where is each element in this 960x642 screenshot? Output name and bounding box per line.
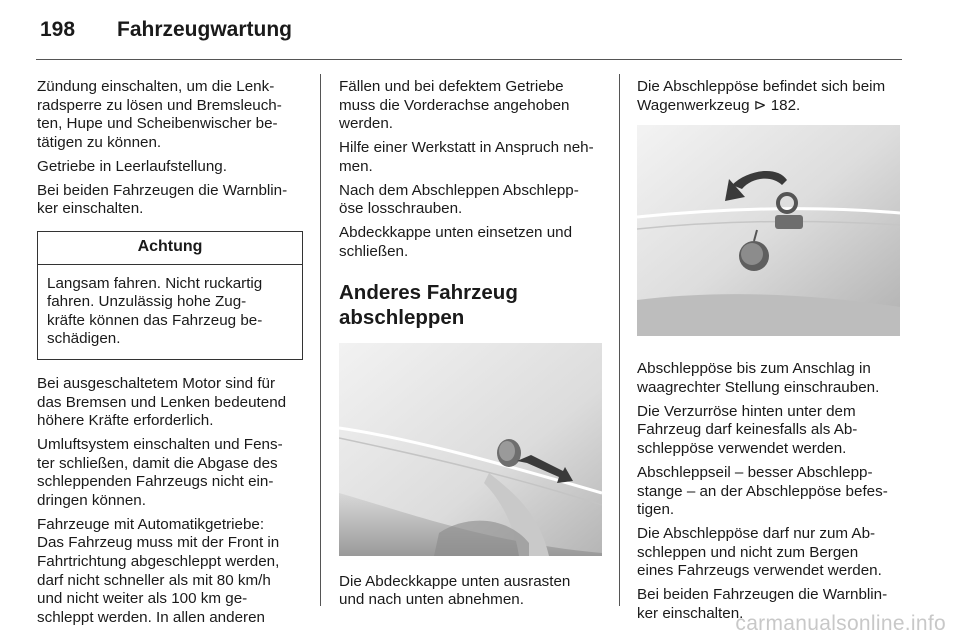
paragraph: Abschleppseil – besser Abschlepp- stange – an der Abschleppöse befes- tigen. [637, 463, 888, 519]
paragraph: Bei beiden Fahrzeugen die Warnblin- ker einschalten. [37, 181, 288, 218]
page-number: 198 [40, 18, 76, 41]
paragraph: Umluftsystem einschalten und Fens- ter schließen, damit die Abgase des schleppenden Fahrzeugs nicht ein- dringen können. [37, 436, 283, 509]
watermark: carmanualsonline.info [735, 612, 946, 635]
paragraph: Zündung einschalten, um die Lenk- radsperre zu lösen und Bremsleuch- ten, Hupe und Scheibenwischer be- tätigen zu können. [37, 78, 282, 151]
paragraph: Fahrzeuge mit Automatikgetriebe: Das Fahrzeug muss mit der Front in Fahrtrichtung abgeschleppt werden, darf nicht schneller als mit 80 km/h und nicht weiter als 100 km ge- schleppt werden. In allen anderen [37, 515, 280, 626]
paragraph: Bei ausgeschaltetem Motor sind für das Bremsen und Lenken bedeutend höhere Kräfte erforderlich. [37, 374, 287, 430]
paragraph: Hilfe einer Werkstatt in Anspruch neh- men. [339, 139, 594, 175]
paragraph: Die Abschleppöse darf nur zum Ab- schleppen und nicht zum Bergen eines Fahrzeugs verwendet werden. [637, 525, 882, 580]
figure-caption: Die Abdeckkappe unten ausrasten und nach unten abnehmen. [339, 572, 571, 609]
bumper-cover-illustration [339, 343, 602, 556]
warning-box [37, 231, 303, 360]
warning-text: Langsam fahren. Nicht ruckartig fahren. Unzulässig hohe Zug- kräfte können das Fahrzeug be- schädigen. [47, 274, 263, 348]
paragraph: Die Verzurröse hinten unter dem Fahrzeug darf keinesfalls als Ab- schleppöse verwendet werden. [637, 402, 858, 457]
paragraph: Getriebe in Leerlaufstellung. [37, 157, 227, 175]
towing-eye-illustration [637, 125, 900, 336]
header-rule [36, 59, 902, 60]
paragraph: Bei beiden Fahrzeugen die Warnblin- ker einschalten. [637, 586, 888, 622]
column-divider [619, 74, 620, 606]
section-heading: Anderes Fahrzeug abschleppen [339, 280, 518, 329]
text-column-3 [637, 78, 905, 629]
page-title: Fahrzeugwartung [117, 18, 293, 41]
paragraph: Die Abschleppöse befindet sich beim Wagenwerkzeug ⊳ 182. [637, 78, 886, 114]
text-column-1 [37, 78, 305, 633]
paragraph: Fällen und bei defektem Getriebe muss die Vorderachse angehoben werden. [339, 78, 570, 133]
warning-title: Achtung [38, 232, 302, 265]
text-column-2 [339, 78, 604, 615]
paragraph: Nach dem Abschleppen Abschlepp- öse losschrauben. [339, 181, 579, 218]
column-divider [320, 74, 321, 606]
paragraph: Abschleppöse bis zum Anschlag in waagrechter Stellung einschrauben. [637, 360, 880, 396]
paragraph: Abdeckkappe unten einsetzen und schließen. [339, 224, 573, 260]
